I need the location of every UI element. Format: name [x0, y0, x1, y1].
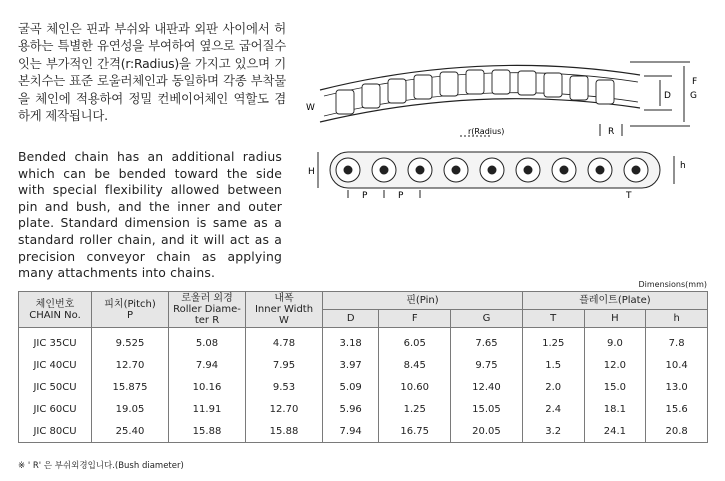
cell: 20.8 — [646, 420, 708, 443]
header-chain-no: 체인번호 CHAIN No. — [19, 292, 92, 328]
cell: 8.45 — [379, 354, 451, 376]
label-h-lower: h — [680, 161, 686, 171]
cell: JIC 40CU — [19, 354, 92, 376]
table-row — [19, 420, 708, 443]
header-t: T — [522, 310, 584, 328]
cell: JIC 80CU — [19, 420, 92, 443]
cell: 9.75 — [451, 354, 523, 376]
table-row — [19, 328, 708, 355]
cell: 12.40 — [451, 376, 523, 398]
cell: 7.94 — [323, 420, 379, 443]
cell: 7.8 — [646, 328, 708, 355]
cell: 15.88 — [246, 420, 323, 443]
dimensions-unit: Dimensions(mm) — [638, 280, 707, 289]
cell: 3.18 — [323, 328, 379, 355]
cell: 5.08 — [169, 328, 246, 355]
header-f: F — [379, 310, 451, 328]
label-d: D — [664, 91, 671, 101]
cell: 4.78 — [246, 328, 323, 355]
curved-chain-view — [320, 62, 690, 136]
spec-table — [18, 291, 708, 443]
cell: 13.0 — [646, 376, 708, 398]
cell: 1.25 — [379, 398, 451, 420]
label-w: W — [306, 103, 315, 113]
header-width: 내폭 Inner Width W — [246, 292, 323, 328]
label-r: R — [608, 127, 615, 137]
cell: 3.97 — [323, 354, 379, 376]
intro-korean: 굴곡 체인은 핀과 부쉬와 내판과 외판 사이에서 허용하는 특별한 유연성을 부여하여 옆으로 굽어질수 잇는 부가적인 간격(r:Radius)을 가지고 있으며 기본치수는 표준 로울러체인과 동일하며 각종 부착물을 체인에 적용하여 정밀 컨베이어체인 역할도 겸하게 제작됩니다. — [18, 21, 286, 124]
cell: 24.1 — [584, 420, 646, 443]
label-f: F — [692, 77, 698, 87]
chain-diagram — [300, 40, 720, 200]
cell: 7.94 — [169, 354, 246, 376]
cell: 15.6 — [646, 398, 708, 420]
cell: 12.70 — [246, 398, 323, 420]
cell: 20.05 — [451, 420, 523, 443]
cell: 9.53 — [246, 376, 323, 398]
cell: 7.65 — [451, 328, 523, 355]
cell: JIC 50CU — [19, 376, 92, 398]
cell: 6.05 — [379, 328, 451, 355]
intro-english: Bended chain has an additional radius which can be bended toward the side with special flexibility allowed between pin and bush, and the inner and outer plate. Standard dimension is same as a standard roller chain, and it will act as a precision conveyor chain as applying many attachments into chains. — [18, 149, 282, 281]
cell: 7.95 — [246, 354, 323, 376]
header-roller: 로울러 외경 Roller Diame- ter R — [169, 292, 246, 328]
cell: 25.40 — [92, 420, 169, 443]
cell: 15.05 — [451, 398, 523, 420]
table-row — [19, 354, 708, 376]
cell: 1.5 — [522, 354, 584, 376]
cell: 1.25 — [522, 328, 584, 355]
cell: 11.91 — [169, 398, 246, 420]
cell: 9.525 — [92, 328, 169, 355]
cell: 12.70 — [92, 354, 169, 376]
cell: 15.88 — [169, 420, 246, 443]
straight-chain-view — [318, 152, 674, 198]
header-pin: 핀(Pin) — [323, 292, 523, 310]
label-p-1: P — [362, 191, 368, 200]
footnote: ※ ' R' 은 부쉬외경입니다.(Bush diameter) — [18, 461, 184, 471]
header-plate: 플레이트(Plate) — [522, 292, 707, 310]
header-h-upper: H — [584, 310, 646, 328]
header-d: D — [323, 310, 379, 328]
cell: 5.09 — [323, 376, 379, 398]
cell: 10.16 — [169, 376, 246, 398]
cell: 15.0 — [584, 376, 646, 398]
label-g: G — [690, 91, 697, 101]
cell: 15.875 — [92, 376, 169, 398]
cell: 18.1 — [584, 398, 646, 420]
table-row — [19, 398, 708, 420]
cell: 3.2 — [522, 420, 584, 443]
cell: 12.0 — [584, 354, 646, 376]
label-p-2: P — [398, 191, 404, 200]
cell: 19.05 — [92, 398, 169, 420]
cell: 2.4 — [522, 398, 584, 420]
cell: 10.60 — [379, 376, 451, 398]
cell: 10.4 — [646, 354, 708, 376]
cell: JIC 35CU — [19, 328, 92, 355]
header-g: G — [451, 310, 523, 328]
cell: JIC 60CU — [19, 398, 92, 420]
label-t: T — [626, 191, 632, 200]
cell: 5.96 — [323, 398, 379, 420]
cell: 9.0 — [584, 328, 646, 355]
cell: 2.0 — [522, 376, 584, 398]
header-h-lower: h — [646, 310, 708, 328]
table-row — [19, 376, 708, 398]
label-h-upper: H — [308, 167, 315, 177]
label-radius: r(Radius) — [468, 127, 505, 136]
cell: 16.75 — [379, 420, 451, 443]
header-pitch: 피치(Pitch) P — [92, 292, 169, 328]
